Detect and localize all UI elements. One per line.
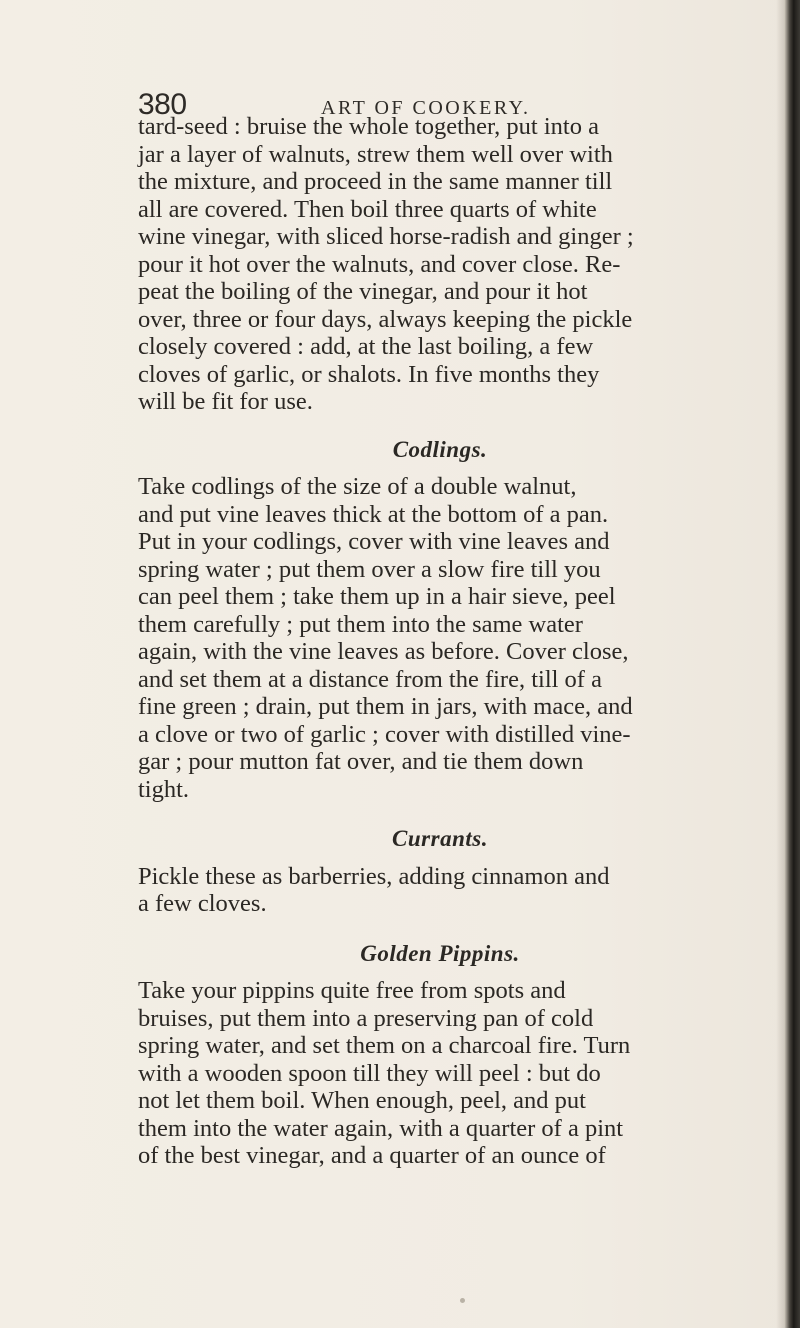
book-spine	[784, 0, 800, 1328]
section-heading: Golden Pippins.	[360, 940, 520, 966]
section-text: Pickle these as barberries, adding cinnamon and a few cloves.	[138, 862, 610, 917]
section-golden-pippins	[138, 940, 742, 1170]
intro-paragraph: tard-seed : bruise the whole together, put into a jar a layer of walnuts, strew them well over with the mixture, and proceed in the same manner till all are covered. Then boil three quarts of white wine vinegar, with sliced horse-radish and ginger ; pour it hot over the walnuts, and cover close. Re- peat the boiling of the vinegar, and pour it hot over, three or four days, always keeping the pickle closely covered : add, at the last boiling, a few cloves of garlic, or shalots. In five months they will be fit for use.	[138, 113, 634, 415]
paper-speck	[460, 1298, 465, 1303]
page-number: 380	[138, 88, 187, 121]
page-body	[138, 113, 742, 1170]
section-heading: Currants.	[392, 826, 488, 851]
section-text: Take codlings of the size of a double walnut, and put vine leaves thick at the bottom of a pan. Put in your codlings, cover with vine leaves and spring water ; put them over a slow fire till you can peel them ; take them up in a hair sieve, peel them carefully ; put them into the same water again, with the vine leaves as before. Cover close, and set them at a distance from the fire, till of a fine green ; drain, put them in jars, with mace, and a clove or two of garlic ; cover with distilled vine- gar ; pour mutton fat over, and tie them down tight.	[138, 473, 633, 803]
section-text: Take your pippins quite free from spots and bruises, put them into a preserving pan of cold spring water, and set them on a charcoal fire. Turn with a wooden spoon till they will peel : but do not let them boil. When enough, peel, and put them into the water again, with a quarter of a pint of the best vinegar, and a quarter of an ounce of	[138, 977, 631, 1169]
running-head: ART OF COOKERY.	[321, 97, 531, 119]
section-currants	[138, 825, 742, 918]
section-codlings	[138, 436, 742, 804]
section-heading: Codlings.	[392, 436, 488, 462]
page-gutter-shadow	[776, 0, 784, 1328]
